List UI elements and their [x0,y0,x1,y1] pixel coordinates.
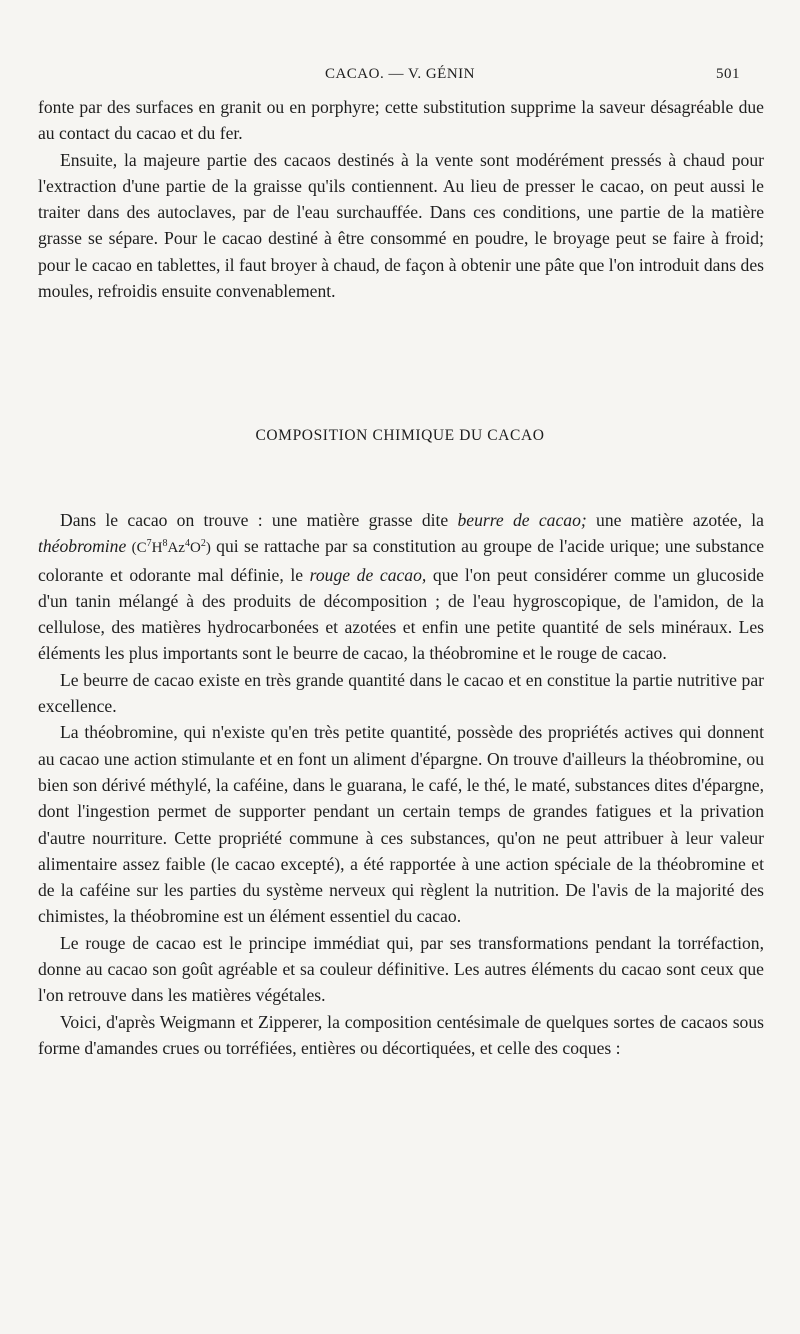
paragraph-beurre: Le beurre de cacao existe en très grande quantité dans le cacao et en constitue la partie nutritive par excellence. [38,669,764,717]
text-run: que l'on peut considérer comme un glucoside d'un tanin mélangé à des produits de décomposition ; de l'eau hygroscopique, de l'amidon, de la cellulose, des matières hydrocarbonées et azotées et enfin une petite quantité de sels minéraux. Les éléments les plus importants sont le beurre de cacao, la théobromine et le rouge de cacao. [38,564,764,664]
formula-open: (C [131,540,147,557]
term-rouge: rouge de cacao, [309,564,427,585]
paragraph-continued: fonte par des surfaces en granit ou en porphyre; cette substitution supprime la saveur désagréable due au contact du cacao et du fer. [38,97,764,144]
text-block-composition [38,507,764,1061]
paragraph-weigmann: Voici, d'après Weigmann et Zipperer, la composition centésimale de quelques sortes de cacaos sous forme d'amandes crues ou torréfiées, entières ou décortiquées, et celle des coques : [38,1011,764,1058]
text-run: qui se rattache par sa constitution au groupe de l'acide urique; une substance colorante et odorante mal définie, le [38,536,765,585]
text-run: Dans le cacao on trouve : une matière grasse dite [60,510,449,530]
term-theobromine: théobromine [38,536,127,557]
running-header [0,62,800,86]
formula-o: O [189,540,201,557]
paragraph-rouge: Le rouge de cacao est le principe immédiat qui, par ses transformations pendant la torréfaction, donne au cacao son goût agréable et sa couleur définitive. Les autres éléments du cacao sont ceux que l'on retrouve dans les matières végétales. [38,932,764,1006]
chemical-formula [132,540,211,556]
formula-c-count: 7 [146,538,152,550]
section-heading: COMPOSITION CHIMIQUE DU CACAO [255,427,545,444]
formula-close: ) [205,540,211,557]
formula-h: H [151,540,163,557]
formula-h-count: 8 [162,538,168,550]
paragraph-pressing: Ensuite, la majeure partie des cacaos destinés à la vente sont modérément pressés à chaud pour l'extraction d'une partie de la graisse qu'ils contiennent. Au lieu de presser le cacao, on peut aussi le traiter dans des autoclaves, par de l'eau surchauffée. Dans ces conditions, une partie de la matière grasse se sépare. Pour le cacao destiné à être consommé en poudre, le broyage peut se faire à froid; pour le cacao en tablettes, il faut broyer à chaud, de façon à obtenir une pâte que l'on introduit dans des moules, refroidis ensuite convenablement. [38,149,764,302]
text-run: une matière azotée, la [596,510,764,530]
term-beurre: beurre de cacao; [457,510,587,530]
paragraph-components [38,507,764,667]
formula-az-count: 4 [184,538,190,550]
formula-o-count: 2 [200,538,206,550]
formula-az: Az [167,540,185,557]
paragraph-theobromine: La théobromine, qui n'existe qu'en très petite quantité, possède des propriétés actives qui donnent au cacao une action stimulante et en font un aliment d'épargne. On trouve d'ailleurs la théobromine, ou bien son dérivé méthylé, la caféine, dans le guarana, le café, le thé, le maté, substances dites d'épargne, dont l'ingestion permet de supporter pendant un certain temps de grandes fatigues et la privation d'autre nourriture. Cette propriété commune à ces substances, qu'on ne peut attribuer à leur valeur alimentaire assez faible (le cacao excepté), a été rapportée à une action spéciale de la théobromine et de la caféine sur les parties du système nerveux qui règlent la nutrition. De l'avis de la majorité des chimistes, la théobromine est un élément essentiel du cacao. [38,722,764,927]
page-number: 501 [716,66,740,82]
header-title: CACAO. — V. GÉNIN [324,66,476,82]
text-block-top [38,94,764,304]
